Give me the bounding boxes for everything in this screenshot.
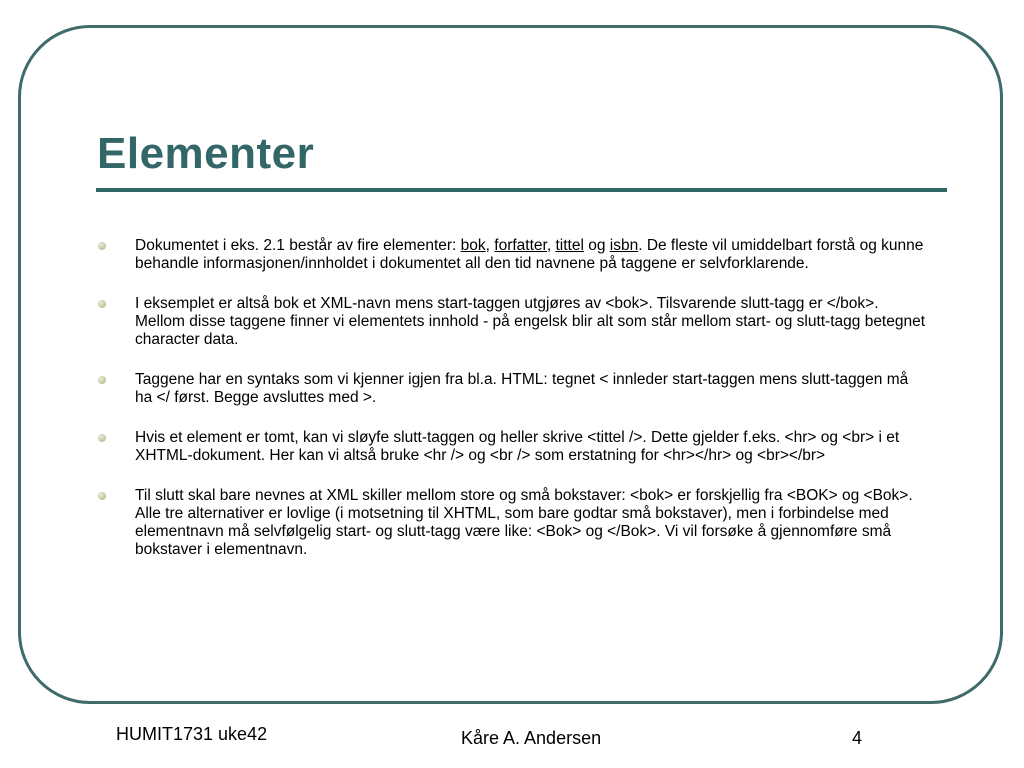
bullet-dot-icon — [98, 376, 106, 384]
title-underline-rule — [96, 188, 947, 192]
bullet-text: , — [546, 237, 556, 254]
bullet-text: , — [485, 237, 495, 254]
bullet-text: I eksemplet er altså bok et XML-navn mens start-taggen utgjøres av <bok>. Tilsvarende slutt-tagg er </bok>. Mellom disse taggene finner vi elementets innhold - på engelsk blir alt som står mellom start- og slutt-tagg betegnet character data. — [135, 295, 926, 348]
bullet-item — [98, 237, 928, 273]
bullet-text: og — [583, 237, 610, 254]
footer-page-number: 4 — [852, 728, 863, 748]
bullet-dot-icon — [98, 242, 106, 250]
bullet-item — [98, 429, 928, 465]
bullet-dot-icon — [98, 492, 106, 500]
bullet-text: Til slutt skal bare nevnes at XML skiller mellom store og små bokstaver: <bok> er forskjellig fra <BOK> og <Bok>. Alle tre alternativer er lovlige (i motsetning til XHTML, som bare godtar små bokstaver), men i forbindelse med elementnavn må selvfølgelig start- og slutt-tagg være like: <Bok> og </Bok>. Vi vil forsøke å gjennomføre små bokstaver i elementnavn. — [135, 487, 913, 558]
footer-course: HUMIT1731 uke42 — [116, 724, 268, 744]
bullet-item — [98, 295, 928, 349]
bullet-text: Dokumentet i eks. 2.1 består av fire elementer: — [135, 237, 461, 254]
underlined-term: forfatter — [494, 237, 547, 254]
footer-author: Kåre A. Andersen — [461, 728, 602, 748]
bullet-text: Taggene har en syntaks som vi kjenner igjen fra bl.a. HTML: tegnet < innleder start-taggen mens slutt-taggen må ha </ først. Begge avsluttes med >. — [135, 371, 909, 406]
bullet-text: Hvis et element er tomt, kan vi sløyfe slutt-taggen og heller skrive <tittel />. Dette gjelder f.eks. <hr> og <br> i et XHTML-dokument. Her kan vi altså bruke <hr /> og <br /> som erstatning for <hr></hr> og <br></br> — [135, 429, 900, 464]
slide-title: Elementer — [97, 129, 315, 178]
bullet-item — [98, 371, 928, 407]
underlined-term: tittel — [555, 237, 584, 254]
bullet-text: . De fleste vil umiddelbart forstå og kunne behandle informasjonen/innholdet i dokumentet all den tid navnene på taggene er selvforklarende. — [135, 237, 924, 272]
bullet-item — [98, 487, 928, 559]
underlined-term: bok — [460, 237, 486, 254]
bullet-dot-icon — [98, 434, 106, 442]
bullet-list — [98, 237, 928, 581]
underlined-term: isbn — [609, 237, 639, 254]
bullet-dot-icon — [98, 300, 106, 308]
